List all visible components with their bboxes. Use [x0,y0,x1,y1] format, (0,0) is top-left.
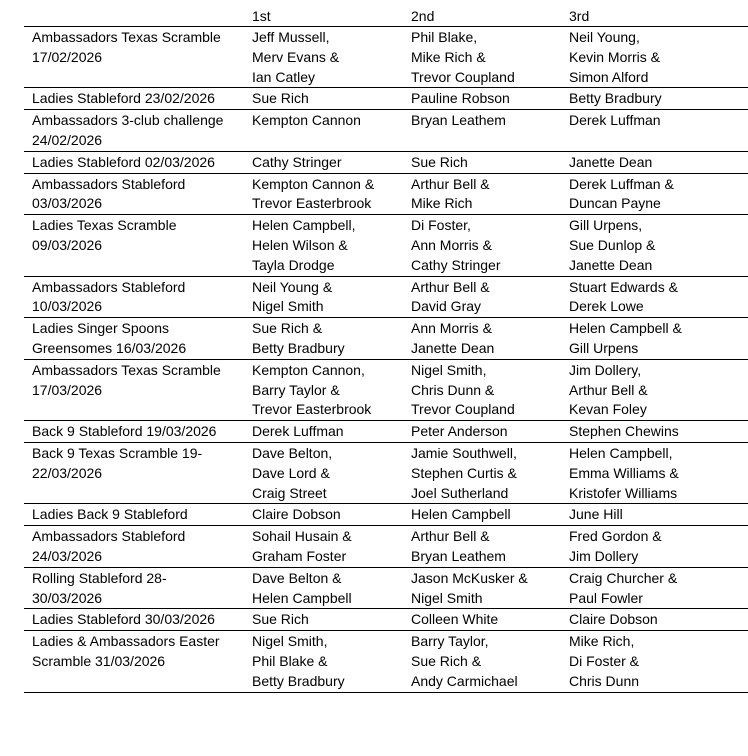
first-place-cell [250,151,409,173]
cell-line: Back 9 Texas Scramble 19- [32,444,203,461]
cell-line: Di Foster & [569,652,640,669]
second-place-cell [409,318,567,360]
cell-line: Sohail Husain & [252,528,352,545]
cell-line: Jamie Southwell, [411,444,517,461]
cell-line: Helen Campbell [252,589,352,606]
cell-line: 24/02/2026 [32,131,103,148]
first-place-cell [250,631,409,692]
cell-line: Back 9 Stableford 19/03/2026 [32,423,217,440]
event-cell [24,318,250,360]
table-row [24,359,748,420]
cell-line: Ladies & Ambassadors Easter [32,633,220,650]
cell-line: Graham Foster [252,547,347,564]
header-first: 1st [252,8,271,24]
second-place-cell [409,27,567,88]
first-place-cell [250,215,409,276]
cell-line: Helen Campbell [411,506,511,523]
cell-line: Sue Dunlop & [569,236,656,253]
second-place-cell [409,173,567,215]
cell-line: Nigel Smith, [411,361,487,378]
event-cell [24,27,250,88]
third-place-cell [567,631,748,692]
cell-line: Dave Belton & [252,569,342,586]
cell-line: Greensomes 16/03/2026 [32,339,187,356]
cell-line: Kristofer Williams [569,484,678,501]
cell-line: Jason McKusker & [411,569,528,586]
cell-line: Jeff Mussell, [252,29,330,45]
cell-line: Ladies Back 9 Stableford [32,506,188,523]
table-row [24,442,748,503]
event-cell [24,88,250,110]
table-row [24,318,748,360]
cell-line: Ladies Stableford 30/03/2026 [32,611,215,628]
first-place-cell [250,567,409,609]
second-place-cell [409,567,567,609]
cell-line: 17/02/2026 [32,48,103,65]
cell-line: Mike Rich [411,195,473,212]
cell-line: Simon Alford [569,68,649,85]
third-place-cell [567,609,748,631]
cell-line: Trevor Coupland [411,401,515,418]
cell-line: Trevor Coupland [411,68,515,85]
cell-line: Trevor Easterbrook [252,401,372,418]
cell-line: Sue Rich [252,90,309,107]
cell-line: Emma Williams & [569,464,679,481]
second-place-cell [409,88,567,110]
table-row [24,631,748,692]
cell-line: Kevan Foley [569,401,647,418]
table-row [24,173,748,215]
cell-line: Ann Morris & [411,320,492,337]
event-cell [24,110,250,152]
cell-line: Chris Dunn & [411,381,495,398]
cell-line: Paul Fowler [569,589,643,606]
event-cell [24,276,250,318]
table-row [24,567,748,609]
cell-line: 09/03/2026 [32,236,103,253]
cell-line: Cathy Stringer [252,153,342,170]
cell-line: Derek Lowe [569,298,644,315]
cell-line: Colleen White [411,611,499,628]
header-event [24,4,250,27]
second-place-cell [409,151,567,173]
second-place-cell [409,526,567,568]
table-row [24,276,748,318]
cell-line: Kempton Cannon & [252,175,375,192]
table-row [24,27,748,88]
cell-line: Betty Bradbury [252,672,345,689]
cell-line: Sue Rich & [411,652,482,669]
event-cell [24,442,250,503]
cell-line: Di Foster, [411,217,471,234]
cell-line: Pauline Robson [411,90,510,107]
cell-line: Arthur Bell & [411,528,490,545]
third-place-cell [567,110,748,152]
table-row [24,110,748,152]
first-place-cell [250,609,409,631]
cell-line: Rolling Stableford 28- [32,569,167,586]
cell-line: Arthur Bell & [411,175,490,192]
second-place-cell [409,276,567,318]
first-place-cell [250,27,409,88]
cell-line: Helen Campbell, [252,217,356,234]
header-third: 3rd [569,8,590,24]
cell-line: Helen Wilson & [252,236,348,253]
cell-line: Arthur Bell & [411,278,490,295]
cell-line: Stuart Edwards & [569,278,678,295]
third-place-cell [567,88,748,110]
second-place-cell [409,359,567,420]
cell-line: Jim Dollery [569,547,639,564]
cell-line: Cathy Stringer [411,256,501,273]
third-place-cell [567,567,748,609]
cell-line: Phil Blake & [252,652,328,669]
second-place-cell [409,110,567,152]
cell-line: Merv Evans & [252,48,340,65]
cell-line: Ambassadors Texas Scramble [32,361,221,378]
cell-line: Janette Dean [569,153,653,170]
third-place-cell [567,27,748,88]
cell-line: Kempton Cannon, [252,361,365,378]
cell-line: Nigel Smith [252,298,324,315]
first-place-cell [250,110,409,152]
cell-line: Peter Anderson [411,423,508,440]
cell-line: Janette Dean [411,339,495,356]
cell-line: Fred Gordon & [569,528,662,545]
first-place-cell [250,526,409,568]
second-place-cell [409,609,567,631]
cell-line: Gill Urpens, [569,217,643,234]
cell-line: Craig Street [252,484,327,501]
cell-line: Bryan Leathem [411,112,506,129]
cell-line: Jim Dollery, [569,361,642,378]
table-row [24,504,748,526]
first-place-cell [250,504,409,526]
cell-line: Dave Belton, [252,444,333,461]
cell-line: Nigel Smith, [252,633,328,650]
third-place-cell [567,318,748,360]
third-place-cell [567,359,748,420]
cell-line: Barry Taylor, [411,633,489,650]
cell-line: Neil Young & [252,278,333,295]
cell-line: 22/03/2026 [32,464,103,481]
cell-line: Betty Bradbury [569,90,662,107]
third-place-cell [567,276,748,318]
cell-line: Sue Rich [252,611,309,628]
cell-line: Kevin Morris & [569,48,661,65]
cell-line: Claire Dobson [569,611,658,628]
cell-line: Scramble 31/03/2026 [32,652,166,669]
cell-line: Chris Dunn [569,672,640,689]
second-place-cell [409,504,567,526]
table-row [24,88,748,110]
cell-line: Helen Campbell, [569,444,673,461]
first-place-cell [250,318,409,360]
cell-line: Ann Morris & [411,236,492,253]
table-row [24,151,748,173]
third-place-cell [567,215,748,276]
second-place-cell [409,215,567,276]
table-row [24,526,748,568]
third-place-cell [567,151,748,173]
cell-line: Stephen Chewins [569,423,679,440]
third-place-cell [567,526,748,568]
cell-line: Ambassadors Stableford [32,528,186,545]
cell-line: Dave Lord & [252,464,330,481]
third-place-cell [567,421,748,443]
cell-line: Betty Bradbury [252,339,345,356]
cell-line: Ambassadors Texas Scramble [32,29,221,45]
table-row [24,215,748,276]
cell-line: Claire Dobson [252,506,341,523]
event-cell [24,215,250,276]
cell-line: Janette Dean [569,256,653,273]
first-place-cell [250,442,409,503]
third-place-cell [567,173,748,215]
cell-line: Arthur Bell & [569,381,648,398]
cell-line: Mike Rich & [411,48,486,65]
cell-line: Sue Rich & [252,320,323,337]
header-second: 2nd [411,8,435,24]
cell-line: Derek Luffman [252,423,344,440]
cell-line: Ladies Stableford 23/02/2026 [32,90,215,107]
first-place-cell [250,88,409,110]
cell-line: Derek Luffman & [569,175,674,192]
event-cell [24,359,250,420]
cell-line: Helen Campbell & [569,320,682,337]
event-cell [24,151,250,173]
cell-line: Bryan Leathem [411,547,506,564]
cell-line: Ladies Texas Scramble [32,217,177,234]
cell-line: Stephen Curtis & [411,464,517,481]
cell-line: Phil Blake, [411,29,478,45]
cell-line: Derek Luffman [569,112,661,129]
cell-line: Barry Taylor & [252,381,340,398]
event-cell [24,421,250,443]
second-place-cell [409,421,567,443]
cell-line: Andy Carmichael [411,672,518,689]
cell-line: 17/03/2026 [32,381,103,398]
first-place-cell [250,173,409,215]
table-row [24,609,748,631]
cell-line: Ambassadors Stableford [32,278,186,295]
cell-line: Ladies Singer Spoons [32,320,169,337]
cell-line: Joel Sutherland [411,484,509,501]
cell-line: Craig Churcher & [569,569,678,586]
third-place-cell [567,442,748,503]
event-cell [24,173,250,215]
cell-line: Kempton Cannon [252,112,361,129]
event-cell [24,504,250,526]
cell-line: David Gray [411,298,482,315]
second-place-cell [409,442,567,503]
cell-line: 30/03/2026 [32,589,103,606]
cell-line: June Hill [569,506,623,523]
cell-line: Gill Urpens [569,339,639,356]
event-cell [24,631,250,692]
cell-line: Duncan Payne [569,195,661,212]
cell-line: Ambassadors Stableford [32,175,186,192]
event-cell [24,609,250,631]
third-place-cell [567,504,748,526]
second-place-cell [409,631,567,692]
cell-line: Ian Catley [252,68,316,85]
results-table [24,4,748,693]
cell-line: 10/03/2026 [32,298,103,315]
first-place-cell [250,359,409,420]
cell-line: Neil Young, [569,29,640,45]
cell-line: Ambassadors 3-club challenge [32,112,224,129]
cell-line: Nigel Smith [411,589,483,606]
first-place-cell [250,421,409,443]
cell-line: Sue Rich [411,153,468,170]
cell-line: 03/03/2026 [32,195,103,212]
cell-line: Tayla Drodge [252,256,335,273]
event-cell [24,567,250,609]
cell-line: Ladies Stableford 02/03/2026 [32,153,215,170]
table-row [24,421,748,443]
header-row [24,4,748,27]
event-cell [24,526,250,568]
cell-line: Trevor Easterbrook [252,195,372,212]
cell-line: Mike Rich, [569,633,635,650]
cell-line: 24/03/2026 [32,547,103,564]
first-place-cell [250,276,409,318]
